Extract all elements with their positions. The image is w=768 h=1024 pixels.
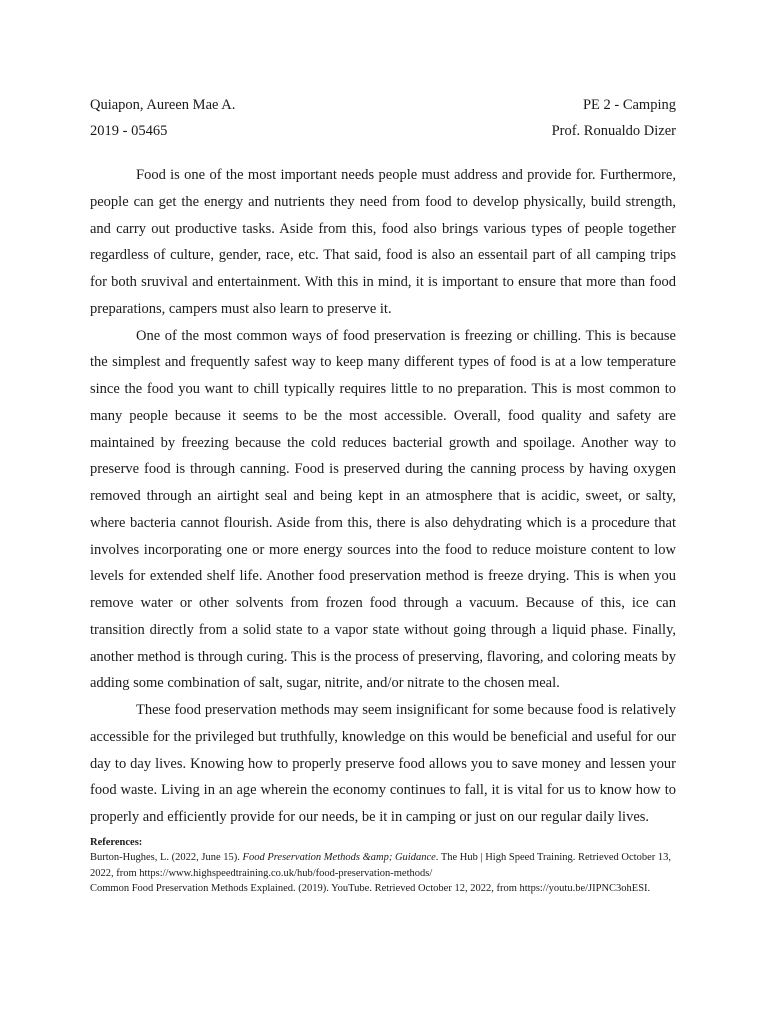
reference-1-source: . The Hub | High Speed Training. Retrieved October 13, 2022, from https://www.highspeedtraining.co.uk/hub/food-preservation-methods/ bbox=[90, 852, 671, 879]
course-name: PE 2 - Camping bbox=[582, 97, 676, 113]
essay-body bbox=[90, 162, 676, 831]
references-section bbox=[90, 835, 676, 897]
author-name: Quiapon, Aureen Mae A. bbox=[90, 97, 236, 113]
reference-entry-1 bbox=[90, 850, 676, 881]
paragraph-methods: One of the most common ways of food preservation is freezing or chilling. This is because the simplest and frequently safest way to keep many different types of food is at a low temperature since the food you want to chill typically requires little to no preparation. This is most common to many people because it seems to be the most accessible. Overall, food quality and safety are maintained by freezing because the cold reduces bacterial growth and spoilage. Another way to preserve food is through canning. Food is preserved during the canning process by having oxygen removed through an airtight seal and being kept in an atmosphere that is acidic, sweet, or salty, where bacteria cannot flourish. Aside from this, there is also dehydrating which is a procedure that involves incorporating one or more energy sources into the food to reduce moisture content to low levels for extended shelf life. Another food preservation method is freeze drying. This is when you remove water or other solvents from frozen food through a vacuum. Because of this, ice can transition directly from a solid state to a vapor state without going through a liquid phase. Finally, another method is through curing. This is the process of preserving, flavoring, and coloring meats by adding some combination of salt, sugar, nitrite, and/or nitrate to the chosen meal. bbox=[90, 327, 676, 692]
professor-name: Prof. Ronualdo Dizer bbox=[551, 123, 676, 139]
paragraph-conclusion: These food preservation methods may seem insignificant for some because food is relatively accessible for the privileged but truthfully, knowledge on this would be beneficial and useful for our day to day lives. Knowing how to properly preserve food allows you to save money and lessen your food waste. Living in an age wherein the economy continues to fall, it is vital for us to know how to properly and efficiently provide for our needs, be it in camping or just on our regular daily lives. bbox=[90, 702, 676, 825]
header-row-2 bbox=[90, 118, 676, 144]
reference-1-title: Food Preservation Methods &amp; Guidance bbox=[242, 852, 436, 864]
header-row-1 bbox=[90, 92, 676, 118]
references-title: References: bbox=[90, 836, 143, 848]
paragraph-intro: Food is one of the most important needs people must address and provide for. Furthermore, people can get the energy and nutrients they need from food to develop physically, build strength, and carry out productive tasks. Aside from this, food also brings various types of people together regardless of culture, gender, race, etc. That said, food is also an essentail part of all camping trips for both sruvival and entertainment. With this in mind, it is important to ensure that more than food preparations, campers must also learn to preserve it. bbox=[90, 167, 676, 317]
reference-1-author: Burton-Hughes, L. (2022, June 15). bbox=[90, 852, 243, 864]
document-header bbox=[90, 92, 676, 144]
reference-entry-2: Common Food Preservation Methods Explained. (2019). YouTube. Retrieved October 12, 2022, from https://youtu.be/JIPNC3ohESI. bbox=[90, 883, 651, 895]
student-number: 2019 - 05465 bbox=[90, 123, 168, 139]
document-page bbox=[90, 92, 676, 897]
